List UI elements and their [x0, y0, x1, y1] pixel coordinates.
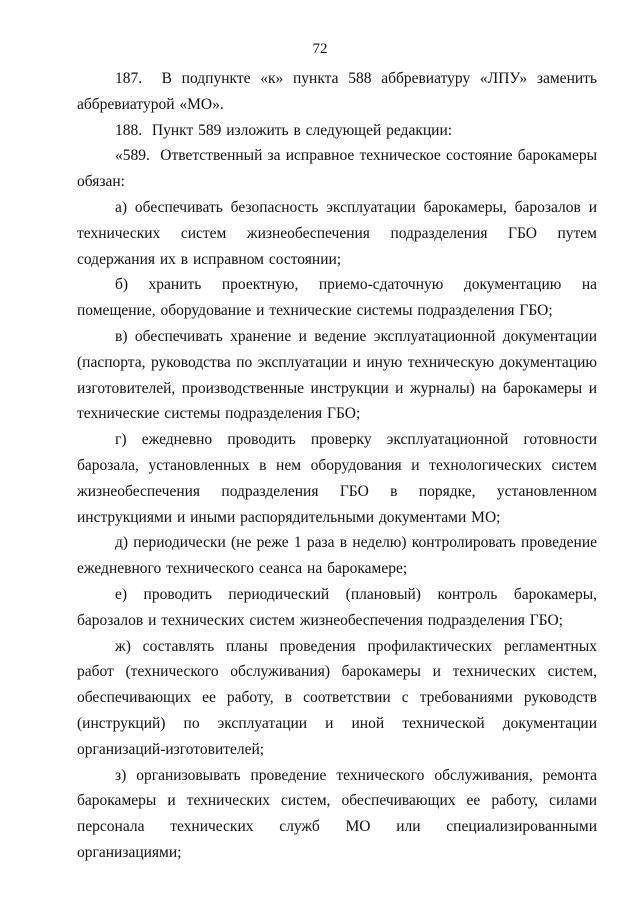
paragraph-item-g: г) ежедневно проводить проверку эксплуатационной готовности барозала, установленных в нем оборудования и технологических систем жизнеобеспечения подразделения ГБО в порядке, установленном инструкциями и иными распорядительными документами МО; — [77, 431, 597, 526]
paragraph-item-a: а) обеспечивать безопасность эксплуатации барокамеры, барозалов и технических систем жизнеобеспечения подразделения ГБО путем содержания их в исправном состоянии; — [77, 198, 597, 268]
paragraph-589-intro: «589. Ответственный за исправное техническое состояние барокамеры обязан: — [77, 147, 597, 191]
page-number: 72 — [312, 41, 328, 57]
paragraph-item-e: е) проводить периодический (плановый) контроль барокамеры, барозалов и технических систем жизнеобеспечения подразделения ГБО; — [77, 585, 597, 629]
paragraph-187: 187. В подпункте «к» пункта 588 аббревиатуру «ЛПУ» заменить аббревиатурой «МО». — [77, 70, 597, 113]
document-body — [77, 66, 597, 866]
paragraph-188: 188. Пункт 589 изложить в следующей редакции: — [115, 121, 453, 139]
paragraph-item-b: б) хранить проектную, приемо-сдаточную документацию на помещение, оборудование и технические системы подразделения ГБО; — [77, 276, 597, 320]
paragraph-item-v: в) обеспечивать хранение и ведение эксплуатационной документации (паспорта, руководства по эксплуатации и иную техническую документацию изготовителей, производственные инструкции и журналы) на барокамеры и технические системы подразделения ГБО; — [77, 327, 597, 423]
paragraph-item-z: з) организовывать проведение технического обслуживания, ремонта барокамеры и технических систем, обеспечивающих ее работу, силами персонала технических служб МО или специализированными организациями; — [77, 766, 597, 861]
paragraph-item-zh: ж) составлять планы проведения профилактических регламентных работ (технического обслуживания) барокамеры и технических систем, обеспечивающих ее работу, в соответствии с требованиями руководств (инструкций) по эксплуатации и иной технической документации организаций-изготовителей; — [77, 637, 597, 758]
paragraph-item-d: д) периодически (не реже 1 раза в неделю) контролировать проведение ежедневного технического сеанса на барокамере; — [77, 534, 597, 578]
